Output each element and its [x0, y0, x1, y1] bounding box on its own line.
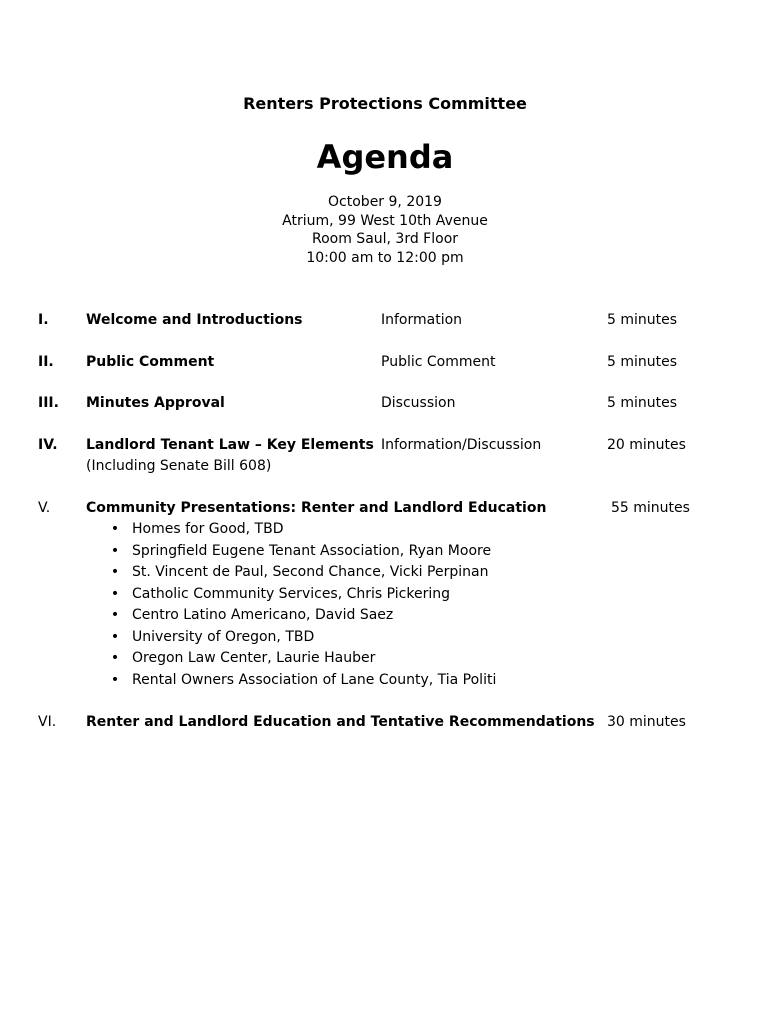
committee-name: Renters Protections Committee	[243, 94, 527, 113]
item-duration: 5 minutes	[607, 354, 678, 370]
meeting-room: Room Saul, 3rd Floor	[311, 231, 459, 247]
presenter-list	[108, 519, 496, 691]
item-duration: 5 minutes	[607, 395, 678, 411]
presenter-name: Centro Latino Americano, David Saez	[132, 607, 394, 623]
list-item	[108, 627, 496, 649]
bullet-icon: •	[110, 671, 120, 688]
item-topic: Welcome and Introductions	[86, 312, 303, 328]
item-subtitle: (Including Senate Bill 608)	[86, 458, 272, 474]
presenter-name: Catholic Community Services, Chris Pickering	[132, 585, 451, 602]
bullet-icon: •	[110, 564, 120, 580]
item-number: I.	[38, 312, 49, 328]
list-item	[108, 605, 496, 627]
item-topic: Public Comment	[86, 354, 215, 370]
item-type: Information	[381, 312, 463, 328]
meeting-time: 10:00 am to 12:00 pm	[306, 249, 464, 266]
list-item	[108, 670, 496, 692]
item-number: V.	[38, 500, 51, 516]
bullet-icon: •	[110, 650, 120, 666]
item-duration: 30 minutes	[607, 714, 686, 730]
list-item	[108, 584, 496, 606]
meeting-details	[0, 193, 770, 267]
item-duration: 55 minutes	[611, 500, 690, 516]
item-type: Information/Discussion	[381, 437, 542, 453]
item-number: IV.	[38, 437, 58, 453]
item-type: Public Comment	[381, 354, 496, 370]
presenter-name: St. Vincent de Paul, Second Chance, Vicki Perpinan	[132, 564, 489, 580]
presenter-name: Homes for Good, TBD	[132, 521, 284, 537]
list-item	[108, 519, 496, 541]
presenter-name: Oregon Law Center, Laurie Hauber	[132, 650, 376, 666]
presenter-name: Rental Owners Association of Lane County, Tia Politi	[132, 671, 497, 688]
item-topic: Renter and Landlord Education and Tentative Recommendations	[86, 714, 595, 730]
presenter-name: Springfield Eugene Tenant Association, Ryan Moore	[132, 542, 492, 559]
list-item	[108, 648, 496, 670]
item-duration: 20 minutes	[607, 437, 686, 453]
bullet-icon: •	[110, 542, 120, 559]
page-title: Agenda	[316, 138, 454, 176]
meeting-location: Atrium, 99 West 10th Avenue	[282, 212, 488, 229]
item-topic: Landlord Tenant Law – Key Elements	[86, 437, 374, 453]
bullet-icon: •	[110, 607, 120, 623]
bullet-icon: •	[110, 628, 120, 645]
presenter-name: University of Oregon, TBD	[132, 628, 315, 645]
item-topic: Community Presentations: Renter and Landlord Education	[86, 500, 547, 516]
bullet-icon: •	[110, 585, 120, 602]
list-item	[108, 562, 496, 584]
item-type: Discussion	[381, 395, 456, 411]
list-item	[108, 541, 496, 563]
item-number: III.	[38, 395, 59, 411]
item-number: VI.	[38, 714, 57, 730]
item-duration: 5 minutes	[607, 312, 678, 328]
meeting-date: October 9, 2019	[328, 194, 442, 210]
item-number: II.	[38, 354, 54, 370]
item-topic: Minutes Approval	[86, 395, 225, 411]
bullet-icon: •	[110, 521, 120, 537]
